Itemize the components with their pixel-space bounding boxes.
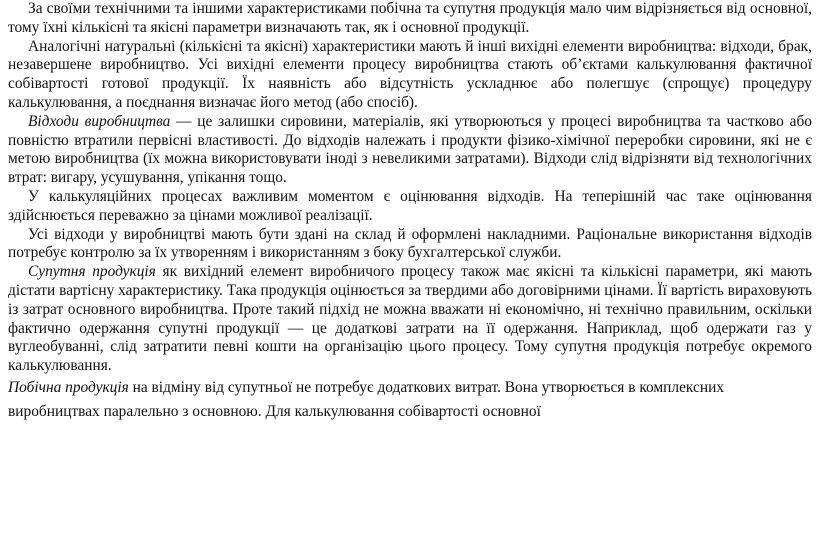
- paragraph-waste-accounting: [8, 226, 812, 264]
- paragraph-text: на відміну від супутньої не потребує додаткових витрат. Вона утворюється в комплексних виробництвах паралельно з основною. Для калькулювання собівартості основної: [8, 378, 725, 421]
- paragraph-associated-products: [8, 263, 812, 376]
- paragraph-output-elements: [8, 38, 812, 113]
- paragraph-text: — це залишки сировини, матеріалів, які утворюються у процесі виробництва та частково або повністю втратили первісні властивості. До відходів належать і продукти фізико-хімічної переробки сировини, які не є метою виробництва (їх можна використовувати іноді з невеликими затратами). Відходи слід відрізняти від технологічних втрат: вигару, усушування, упікання тощо.: [8, 112, 812, 187]
- paragraph-byproduct-characteristics: [8, 0, 812, 38]
- paragraph-side-products: [8, 376, 812, 425]
- paragraph-text: За своїми технічними та іншими характеристиками побічна та супутня продукція мало чим відрізняється від основної, тому їхні кількісні та якісні параметри визначають так, як і основної продукції.: [8, 0, 812, 36]
- term-production-waste: Відходи виробництва: [28, 112, 171, 130]
- paragraph-production-waste: [8, 113, 812, 188]
- paragraph-text: У калькуляційних процесах важливим моментом є оцінювання відходів. На теперішній час таке оцінювання здійснюється переважно за цінами можливої реалізації.: [8, 187, 812, 224]
- term-side-products: Побічна продукція: [8, 378, 129, 396]
- paragraph-waste-valuation: [8, 188, 812, 226]
- paragraph-text: Аналогічні натуральні (кількісні та якісні) характеристики мають й інші вихідні елементи виробництва: відходи, брак, незавершене виробництво. Усі вихідні елементи процесу виробництва стають об’єктами калькулювання фактичної собівартості готової продукції. Їх наявність або відсутність ускладнює або полегшує (спрощує) процедуру калькулювання, а поєднання визначає його метод (або спосіб).: [8, 37, 812, 111]
- term-associated-products: Супутня продукція: [28, 263, 156, 281]
- paragraph-text: Усі відходи у виробництві мають бути здані на склад й оформлені накладними. Раціональне використання відходів потребує контролю за їх утворенням і використанням з боку бухгалтерської служби.: [8, 225, 812, 262]
- paragraph-text: як вихідний елемент виробничого процесу також має якісні та кількісні параметри, які мають дістати вартісну характеристику. Така продукція оцінюється за твердими або договірними цінами. Її вартість вираховують із затрат основного виробництва. Проте такий підхід не можна вважати ні економічно, ні технічно правильним, оскільки фактично одержання супутні продукції — це додаткові затрати на її одержання. Наприклад, щоб одержати газ у вуглеобуванні, слід затратити певні кошти на організацію цього процесу. Тому супутня продукція потребує окремого калькулювання.: [8, 263, 813, 375]
